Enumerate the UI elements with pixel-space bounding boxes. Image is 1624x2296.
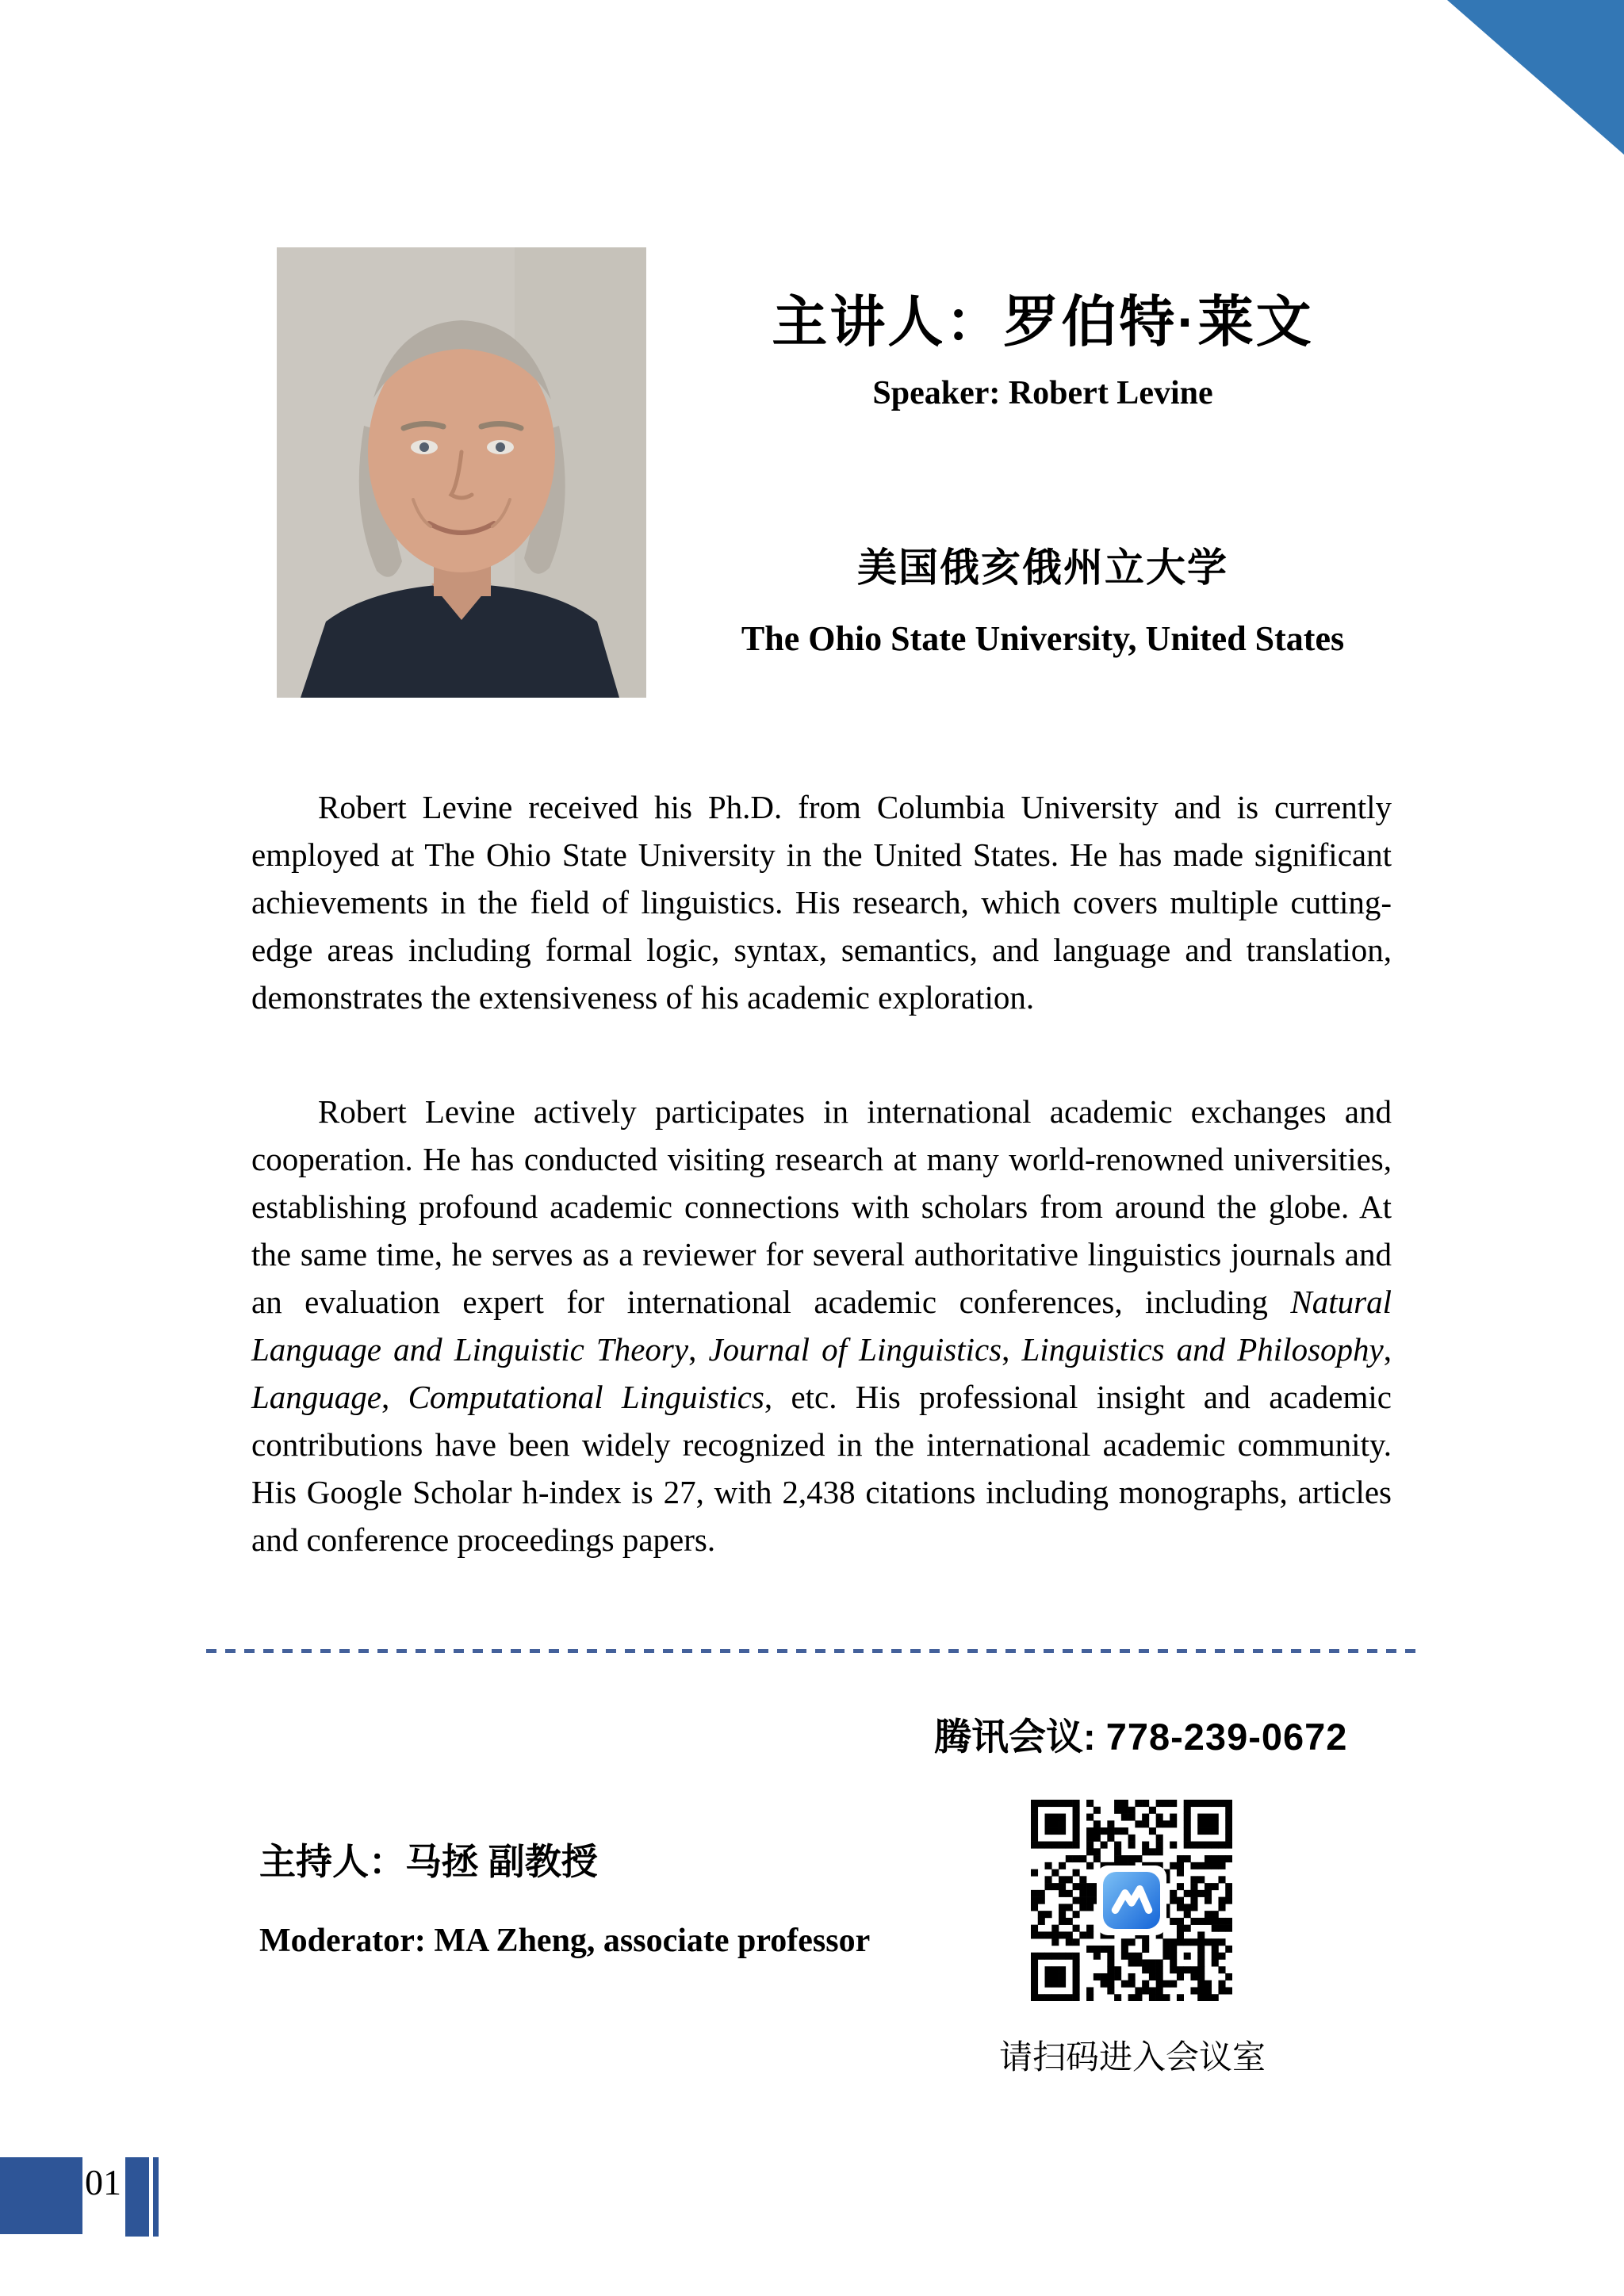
corner-triangle-decoration bbox=[1447, 0, 1624, 155]
footer-bar-thin bbox=[153, 2157, 159, 2237]
footer-bar-thick bbox=[125, 2157, 149, 2237]
meeting-id-number: 778-239-0672 bbox=[1105, 1716, 1348, 1758]
qr-logo-pad bbox=[1097, 1866, 1166, 1935]
speaker-photo bbox=[277, 247, 646, 698]
bio-paragraph-1: Robert Levine received his Ph.D. from Columbia University and is currently employed at The Ohio State University in the United States. He has made significant achievements in the field of linguistics. His research, which covers multiple cutting-edge areas including formal logic, syntax, semantics, and language and translation, demonstrates the extensiveness of his academic exploration. bbox=[251, 789, 1392, 1016]
moderator-line-zh: 主持人：马拯 副教授 bbox=[259, 1841, 598, 1882]
qr-code bbox=[1031, 1800, 1232, 2001]
footer-blue-block bbox=[0, 2157, 82, 2234]
portrait-illustration bbox=[277, 247, 646, 698]
bio-paragraph-2: Robert Levine actively participates in international academic exchanges and cooperation. He has conducted visiting research at many world-renowned universities, establishing profound academic connections with scholars from around the globe. At the same time, he serves as a reviewer for several authoritative linguistics journals and an evaluation expert for international academic conferences, including Natural Language and Linguistic Theory, Journal of Linguistics, Linguistics and Philosophy, Language, Computational Linguistics, etc. His professional insight and academic contributions have been widely recognized in the international academic community. His Google Scholar h-index is 27, with 2,438 citations including monographs, articles and conference proceedings papers. bbox=[251, 1093, 1392, 1558]
meeting-separator: : bbox=[1083, 1716, 1106, 1758]
tencent-meeting-logo-icon bbox=[1103, 1872, 1160, 1929]
meeting-label: 腾讯会议 bbox=[934, 1716, 1083, 1758]
page-number: 01 bbox=[85, 2162, 121, 2202]
moderator-line-en: Moderator: MA Zheng, associate professor bbox=[259, 1923, 871, 1959]
meeting-id-line bbox=[934, 1708, 1347, 1761]
speaker-title-zh: 主讲人：罗伯特·莱文 bbox=[772, 291, 1314, 353]
affiliation-en: The Ohio State University, United States bbox=[741, 619, 1345, 658]
qr-caption: 请扫码进入会议室 bbox=[998, 2040, 1266, 2076]
speaker-title-en: Speaker: Robert Levine bbox=[872, 375, 1213, 411]
dashed-divider bbox=[206, 1649, 1418, 1653]
affiliation-zh: 美国俄亥俄州立大学 bbox=[857, 545, 1228, 590]
